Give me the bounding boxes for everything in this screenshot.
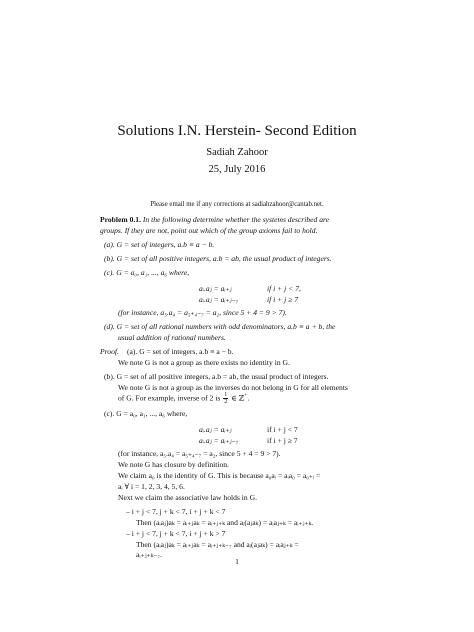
proof-case-1-lhs: aᵢ.aⱼ = aᵢ₊ⱼ (199, 425, 232, 434)
paper-title: Solutions I.N. Herstein- Second Edition (117, 123, 357, 139)
proof-c-line-1: (c). G = a₀, a₁, ..., a₆ where, (104, 409, 188, 418)
problem-instance: (for instance, a₅.a₄ = a₅₊₄₋₇ = a₂, since 5 + 4 = 9 > 7). (118, 308, 287, 317)
fraction-numerator: 1 (224, 392, 228, 398)
proof-c-line-6: Next we claim the associative law holds in G. (118, 493, 257, 502)
problem-part-a: (a). G = set of integers, a.b ≡ a − b. (104, 240, 215, 249)
problem-part-d-line-1: (d). G = set of all rational numbers with odd denominators, a.b ≡ a + b, the (104, 322, 336, 331)
problem-case-1-cond: if i + j < 7, (267, 284, 301, 293)
proof-case-2-lhs: aᵢ.aⱼ = aᵢ₊ⱼ₋₇ (199, 436, 239, 445)
problem-part-d-line-2: usual addition of rational numbers. (118, 333, 226, 342)
problem-statement-line-2: groups. If they are not, point out which of the group axioms fail to hold. (100, 226, 318, 235)
problem-case-1-lhs: aᵢ.aⱼ = aᵢ₊ⱼ (199, 284, 232, 293)
proof-bullet-2-then: Then (aᵢaⱼ)aₖ = aᵢ₊ⱼaₖ = aᵢ₊ⱼ₊ₖ₋₇ and aᵢ(aⱼaₖ) = aᵢaⱼ₊ₖ = (136, 540, 299, 549)
page-number: 1 (235, 557, 239, 566)
proof-a-line-1: (a). G = set of integers, a.b ≡ a − b. (127, 347, 234, 356)
proof-a-line-2: We note G is not a group as there exists no identity in G. (118, 358, 290, 367)
proof-case-1-cond: if i + j < 7 (267, 425, 298, 434)
problem-case-2-lhs: aᵢ.aⱼ = aᵢ₊ⱼ₋₇ (199, 295, 239, 304)
proof-bullet-2: – i + j < 7, j + k < 7, i + j + k > 7 (126, 529, 226, 538)
proof-c-line-5: aᵢ ∀ i = 1, 2, 3, 4, 5, 6. (118, 482, 185, 491)
proof-b-line-3-set: ∈ ℤ (231, 393, 245, 403)
fraction-one-half (223, 392, 228, 405)
proof-label: Proof. (100, 347, 119, 356)
proof-b-line-1: (b). G = set of all positive integers, a.b = ab, the usual product of integers. (104, 372, 329, 381)
problem-heading (100, 216, 329, 224)
problem-case-2-cond: if i + j ≥ 7 (267, 295, 299, 304)
proof-c-line-3: We note G has closure by definition. (118, 460, 229, 469)
proof-b-line-3-sup: + (244, 392, 248, 399)
proof-b-line-3: of G. For example, inverse of 2 is $\frac{1}{2}$ ∈ ℤ+. (118, 392, 250, 405)
proof-case-2-cond: if i + j ≥ 7 (267, 436, 298, 445)
fraction-denominator: 2 (224, 399, 228, 405)
proof-bullet-1-then: Then (aᵢaⱼ)aₖ = aᵢ₊ⱼaₖ = aᵢ₊ⱼ₊ₖ and aᵢ(aⱼaₖ) = aᵢaⱼ₊ₖ = aᵢ₊ⱼ₊ₖ. (136, 518, 314, 527)
proof-bullet-2-cont: aᵢ₊ⱼ₊ₖ₋₇. (136, 550, 162, 559)
proof-bullet-1: – i + j < 7, j + k < 7, i + j + k < 7 (126, 507, 226, 516)
problem-statement-line-1: In the following determine whether the systems described are (142, 215, 330, 224)
corrections-note: Please email me if any corrections at sadiahzahoor@cantab.net. (150, 201, 324, 208)
problem-label: Problem 0.1. (100, 215, 141, 224)
proof-b-line-2: We note G is not a group as the inverses do not belong in G for all elements (118, 383, 348, 392)
proof-c-line-2: (for instance, a₅.a₄ = a₅₊₄₋₇ = a₂, since 5 + 4 = 9 > 7). (118, 449, 281, 458)
problem-part-b: (b). G = set of all positive integers, a.b = ab, the usual product of integers. (104, 254, 332, 263)
problem-part-c: (c). G = a₀, a₁, ..., a₆ where, (104, 268, 190, 277)
proof-b-line-3-text: of G. For example, inverse of 2 is (118, 393, 221, 403)
author-name: Sadiah Zahoor (206, 147, 268, 158)
paper-date: 25, July 2016 (208, 164, 266, 175)
proof-c-line-4: We claim a₀ is the identity of G. This is because a₀aᵢ = aᵢa₀ = a₀₊ᵢ = (118, 471, 321, 480)
